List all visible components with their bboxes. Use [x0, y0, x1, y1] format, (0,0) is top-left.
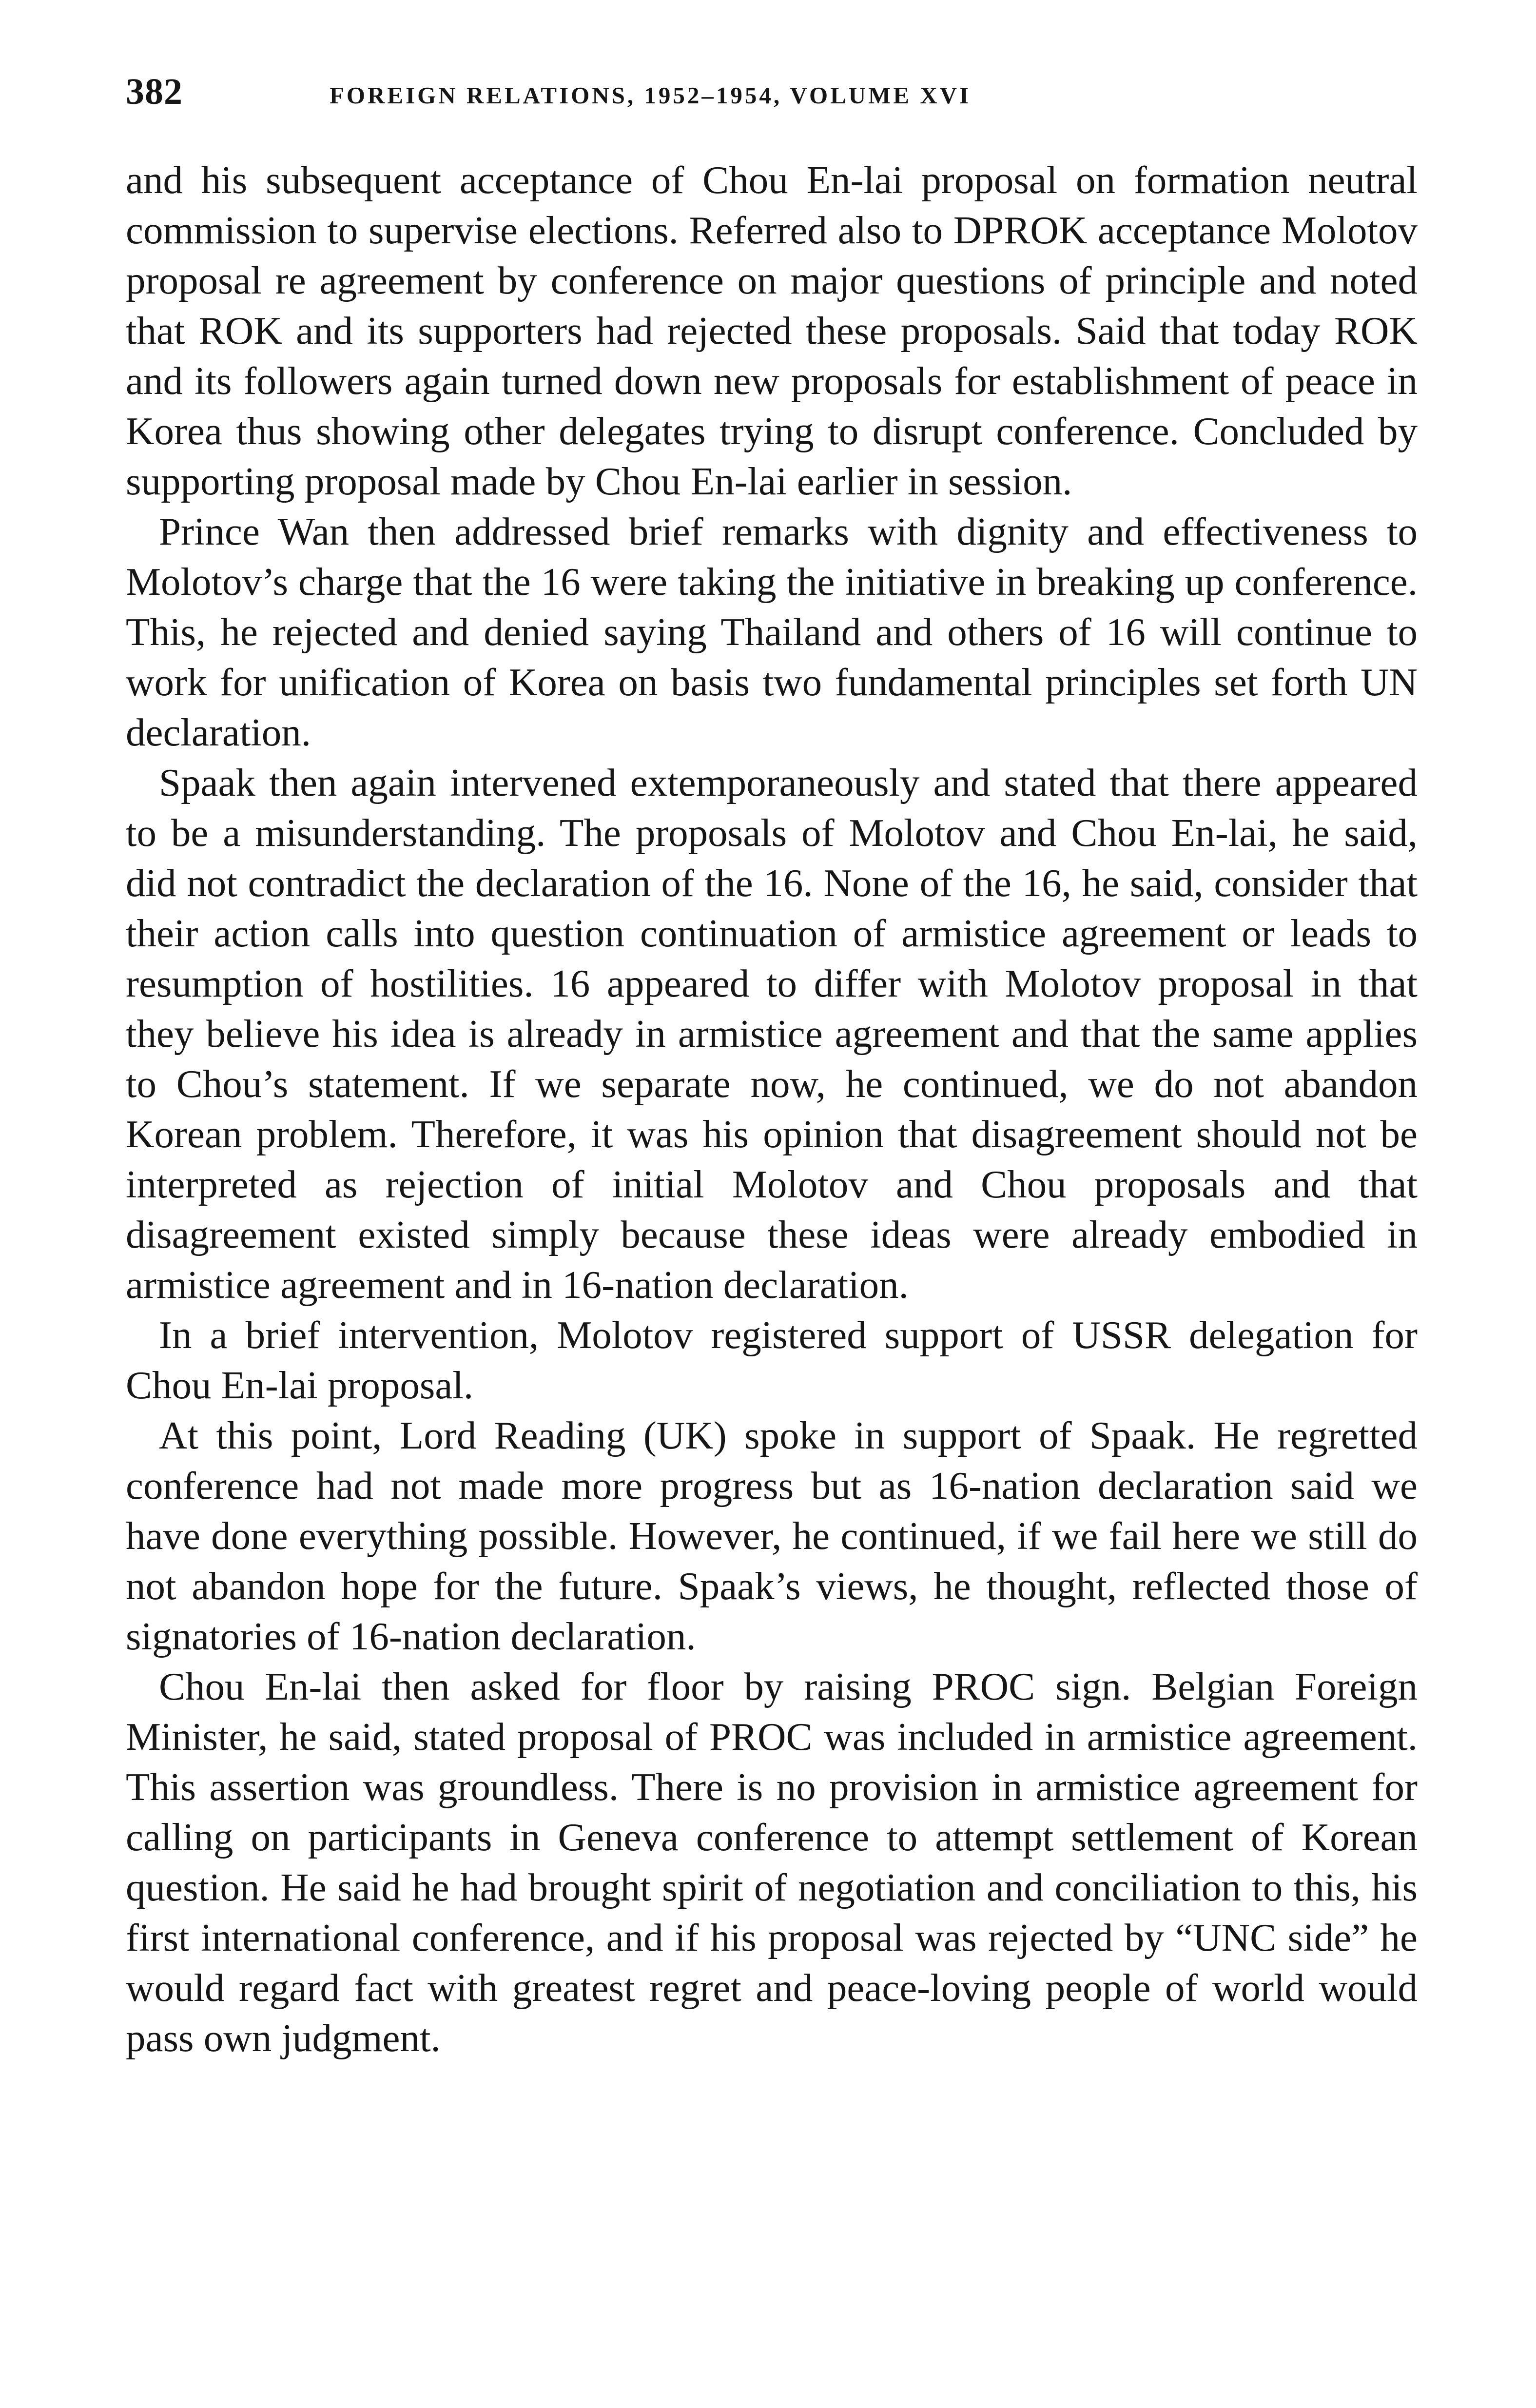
body-text: [126, 155, 1418, 2063]
paragraph-continuation: and his subsequent acceptance of Chou En-lai proposal on formation neutral commission to supervise elections. Referred also to DPROK acceptance Molotov proposal re agreement by conference on major questions of principle and noted that ROK and its supporters had rejected these proposals. Said that today ROK and its followers again turned down new proposals for establishment of peace in Korea thus showing other delegates trying to disrupt conference. Concluded by supporting proposal made by Chou En-lai earlier in session.: [126, 158, 1418, 503]
page-number: 382: [126, 71, 183, 112]
paragraph-molotov: In a brief intervention, Molotov registered support of USSR delegation for Chou En-lai proposal.: [126, 1313, 1418, 1407]
paragraph-spaak: Spaak then again intervened extemporaneously and stated that there appeared to be a misunderstanding. The proposals of Molotov and Chou En-lai, he said, did not contradict the declaration of the 16. None of the 16, he said, consider that their action calls into question continuation of armistice agreement or leads to resumption of hostilities. 16 appeared to differ with Molotov proposal in that they believe his idea is already in armistice agreement and that the same applies to Chou’s statement. If we separate now, he continued, we do not abandon Korean problem. Therefore, it was his opinion that disagreement should not be interpreted as rejection of initial Molotov and Chou proposals and that disagreement existed simply because these ideas were already embodied in armistice agreement and in 16-nation declaration.: [126, 761, 1418, 1307]
running-title: FOREIGN RELATIONS, 1952–1954, VOLUME XVI: [330, 82, 972, 109]
paragraph-chou-en-lai: Chou En-lai then asked for floor by raising PROC sign. Belgian Foreign Minister, he said, stated proposal of PROC was included in armistice agreement. This assertion was groundless. There is no provision in armistice agreement for calling on participants in Geneva conference to attempt settlement of Korean question. He said he had brought spirit of negotiation and conciliation to this, his first international conference, and if his proposal was rejected by “UNC side” he would regard fact with greatest regret and peace-loving people of world would pass own judgment.: [126, 1664, 1418, 2060]
running-header: [126, 62, 1418, 121]
paragraph-prince-wan: Prince Wan then addressed brief remarks with dignity and effectiveness to Molotov’s charge that the 16 were taking the initiative in breaking up conference. This, he rejected and denied saying Thailand and others of 16 will continue to work for unification of Korea on basis two fundamental principles set forth UN declaration.: [126, 509, 1418, 754]
paragraph-lord-reading: At this point, Lord Reading (UK) spoke in support of Spaak. He regretted conference had not made more progress but as 16-nation declaration said we have done everything possible. However, he continued, if we fail here we still do not abandon hope for the future. Spaak’s views, he thought, reflected those of signatories of 16-nation declaration.: [126, 1413, 1418, 1658]
